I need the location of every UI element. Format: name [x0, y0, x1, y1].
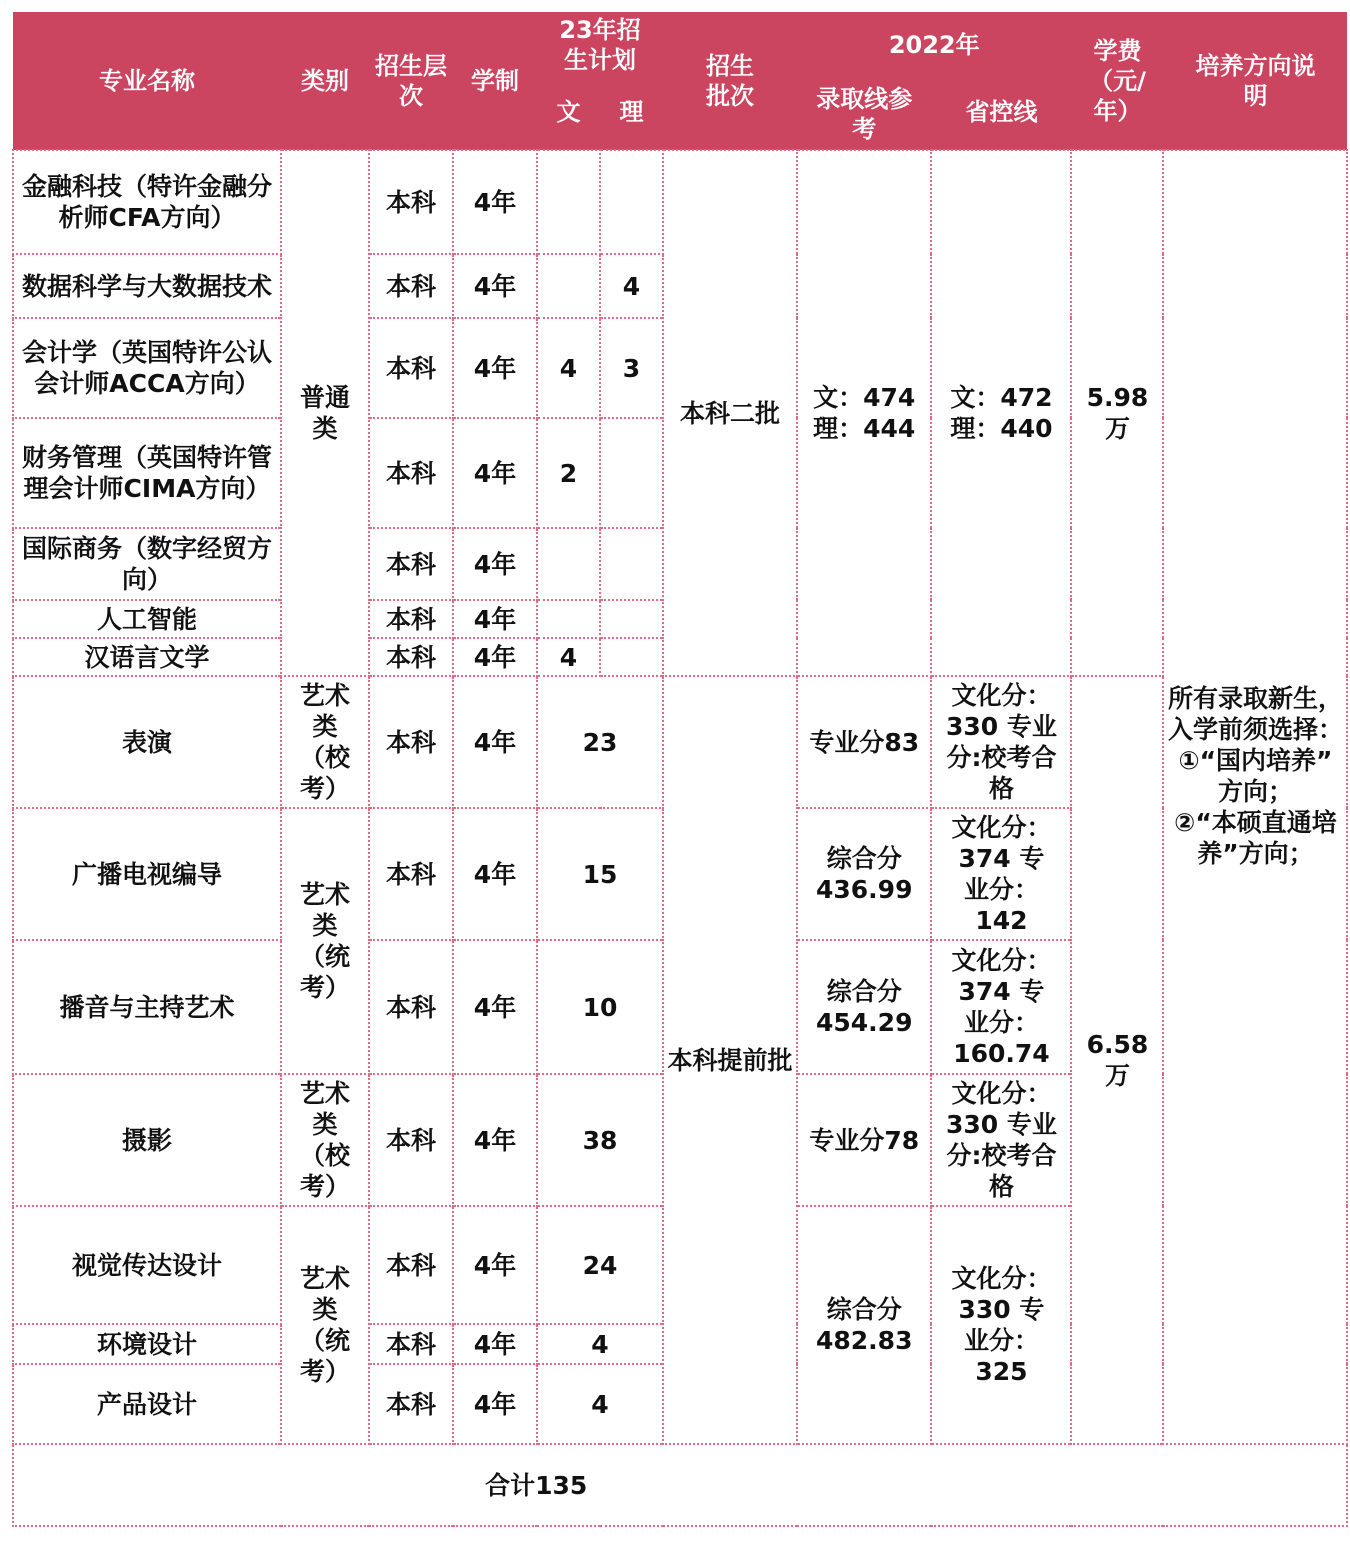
- batch-cell: 本科二批: [663, 150, 797, 676]
- plan-cell: 24: [537, 1206, 663, 1324]
- plan-cell: 10: [537, 940, 663, 1074]
- duration-cell: 4年: [453, 638, 537, 676]
- plan-li-cell: [600, 150, 663, 254]
- category-cell: 艺术类（统考）: [281, 1206, 369, 1444]
- control-line-cell: 文化分：330 专业分:校考合格: [931, 1074, 1071, 1206]
- category-cell: 艺术类（校考）: [281, 1074, 369, 1206]
- admit-ref-cell: 文：474 理：444: [797, 150, 931, 676]
- major-name: 播音与主持艺术: [13, 940, 281, 1074]
- duration-cell: 4年: [453, 418, 537, 528]
- duration-cell: 4年: [453, 318, 537, 418]
- major-name: 环境设计: [13, 1324, 281, 1364]
- plan-wen-cell: 2: [537, 418, 600, 528]
- duration-cell: 4年: [453, 1324, 537, 1364]
- category-cell: 艺术类（校考）: [281, 676, 369, 808]
- duration-cell: 4年: [453, 1364, 537, 1444]
- major-name: 汉语言文学: [13, 638, 281, 676]
- major-name: 产品设计: [13, 1364, 281, 1444]
- table-header: [13, 12, 1347, 150]
- major-name: 数据科学与大数据技术: [13, 254, 281, 318]
- category-cell: 普通类: [281, 150, 369, 676]
- header-category: 类别: [281, 12, 369, 150]
- header-batch: 招生批次: [663, 12, 797, 150]
- plan-cell: 38: [537, 1074, 663, 1206]
- duration-cell: 4年: [453, 150, 537, 254]
- direction-note-line: 入学前须选择：: [1167, 715, 1343, 744]
- level-cell: 本科: [369, 940, 453, 1074]
- level-cell: 本科: [369, 1324, 453, 1364]
- level-cell: 本科: [369, 808, 453, 940]
- plan-wen-cell: [537, 528, 600, 600]
- header-control-line: 省控线: [931, 78, 1071, 150]
- level-cell: 本科: [369, 1206, 453, 1324]
- level-cell: 本科: [369, 150, 453, 254]
- level-cell: 本科: [369, 1074, 453, 1206]
- duration-cell: 4年: [453, 1206, 537, 1324]
- admissions-table: [12, 12, 1348, 1527]
- admit-ref-cell: 综合分436.99: [797, 808, 931, 940]
- header-duration: 学制: [453, 12, 537, 150]
- direction-note-line: ①“国内培养”: [1178, 746, 1333, 775]
- table-row: [13, 676, 1347, 808]
- header-plan-wen: 文: [537, 78, 600, 150]
- duration-cell: 4年: [453, 808, 537, 940]
- control-line-cell: 文化分：330 专业分：325: [931, 1206, 1071, 1444]
- major-name: 表演: [13, 676, 281, 808]
- header-major: 专业名称: [13, 12, 281, 150]
- duration-cell: 4年: [453, 940, 537, 1074]
- plan-wen-cell: [537, 150, 600, 254]
- category-cell: 艺术类（统考）: [281, 808, 369, 1074]
- control-line-cell: 文化分：374 专业分：142: [931, 808, 1071, 940]
- major-name: 财务管理（英国特许管理会计师CIMA方向）: [13, 418, 281, 528]
- plan-wen-cell: 4: [537, 638, 600, 676]
- table-row: [13, 150, 1347, 254]
- direction-note-line: 方向；: [1217, 777, 1293, 806]
- plan-wen-cell: 4: [537, 318, 600, 418]
- duration-cell: 4年: [453, 600, 537, 638]
- level-cell: 本科: [369, 676, 453, 808]
- total-row: [13, 1444, 1347, 1526]
- plan-li-cell: [600, 600, 663, 638]
- direction-note: [1163, 150, 1347, 1444]
- plan-cell: 23: [537, 676, 663, 808]
- direction-note-line: 养”方向；: [1197, 839, 1314, 868]
- plan-cell: 15: [537, 808, 663, 940]
- level-cell: 本科: [369, 528, 453, 600]
- plan-li-cell: 3: [600, 318, 663, 418]
- tuition-cell: 5.98万: [1071, 150, 1163, 676]
- control-line-cell: 文：472 理：440: [931, 150, 1071, 676]
- table-body: [13, 150, 1347, 1526]
- direction-note-line: ②“本硕直通培: [1174, 808, 1337, 837]
- header-admit-ref: 录取线参考: [797, 78, 931, 150]
- plan-li-cell: [600, 638, 663, 676]
- major-name: 广播电视编导: [13, 808, 281, 940]
- total-cell: 合计135: [13, 1444, 1347, 1526]
- header-direction: 培养方向说明: [1163, 12, 1347, 150]
- admit-ref-cell: 综合分482.83: [797, 1206, 931, 1444]
- plan-wen-cell: [537, 254, 600, 318]
- major-name: 会计学（英国特许公认会计师ACCA方向）: [13, 318, 281, 418]
- header-plan-li: 理: [600, 78, 663, 150]
- admit-ref-cell: 综合分454.29: [797, 940, 931, 1074]
- admit-ref-cell: 专业分83: [797, 676, 931, 808]
- major-name: 国际商务（数字经贸方向）: [13, 528, 281, 600]
- plan-li-cell: [600, 418, 663, 528]
- plan-li-cell: 4: [600, 254, 663, 318]
- plan-cell: 4: [537, 1364, 663, 1444]
- header-tuition: 学费（元/年）: [1071, 12, 1163, 150]
- direction-note-line: 所有录取新生，: [1167, 684, 1343, 713]
- level-cell: 本科: [369, 1364, 453, 1444]
- plan-wen-cell: [537, 600, 600, 638]
- level-cell: 本科: [369, 600, 453, 638]
- tuition-cell: 6.58万: [1071, 676, 1163, 1444]
- control-line-cell: 文化分：374 专业分：160.74: [931, 940, 1071, 1074]
- level-cell: 本科: [369, 638, 453, 676]
- major-name: 金融科技（特许金融分析师CFA方向）: [13, 150, 281, 254]
- major-name: 视觉传达设计: [13, 1206, 281, 1324]
- header-year2022: 2022年: [797, 12, 1071, 78]
- major-name: 人工智能: [13, 600, 281, 638]
- level-cell: 本科: [369, 318, 453, 418]
- level-cell: 本科: [369, 418, 453, 528]
- batch-cell: 本科提前批: [663, 676, 797, 1444]
- header-plan: 23年招生计划: [537, 12, 663, 78]
- major-name: 摄影: [13, 1074, 281, 1206]
- duration-cell: 4年: [453, 528, 537, 600]
- header-level: 招生层次: [369, 12, 453, 150]
- level-cell: 本科: [369, 254, 453, 318]
- plan-li-cell: [600, 528, 663, 600]
- plan-cell: 4: [537, 1324, 663, 1364]
- duration-cell: 4年: [453, 676, 537, 808]
- admit-ref-cell: 专业分78: [797, 1074, 931, 1206]
- admissions-table-container: [12, 12, 1348, 1527]
- duration-cell: 4年: [453, 254, 537, 318]
- duration-cell: 4年: [453, 1074, 537, 1206]
- control-line-cell: 文化分：330 专业分:校考合格: [931, 676, 1071, 808]
